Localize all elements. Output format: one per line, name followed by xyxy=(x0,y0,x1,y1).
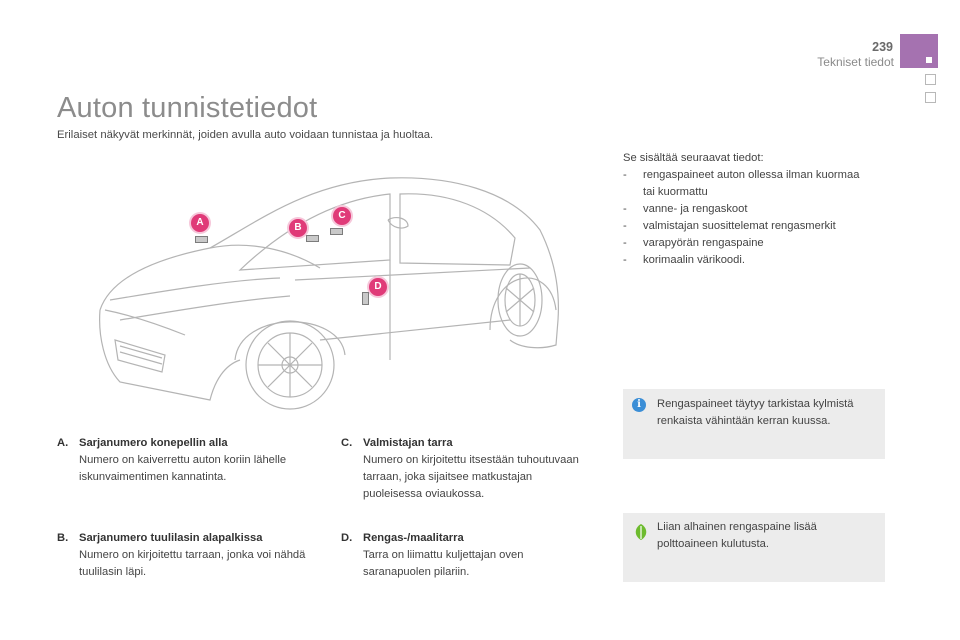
item-d-letter: D. xyxy=(341,532,353,544)
list-item: - korimaalin värikoodi. xyxy=(623,252,903,269)
item-c xyxy=(341,435,581,503)
marker-b: B xyxy=(289,219,307,237)
item-b xyxy=(57,530,317,581)
item-c-heading: Valmistajan tarra xyxy=(363,437,453,449)
item-d-text: Tarra on liimattu kuljettajan oven saranapuolen pilariin. xyxy=(363,549,524,578)
marker-d: D xyxy=(369,278,387,296)
vin-plate-d xyxy=(362,292,369,305)
item-d xyxy=(341,530,581,581)
item-c-letter: C. xyxy=(341,437,353,449)
label-contents xyxy=(623,150,903,269)
item-a-letter: A. xyxy=(57,437,69,449)
eco-note xyxy=(623,513,885,582)
list-item: - rengaspaineet auton ollessa ilman kuormaa tai kuormattu xyxy=(623,167,863,201)
tab-dot-icon xyxy=(926,57,932,63)
page-title: Auton tunnistetiedot xyxy=(57,92,318,124)
item-b-letter: B. xyxy=(57,532,69,544)
item-a-heading: Sarjanumero konepellin alla xyxy=(79,437,228,449)
list-item: - varapyörän rengaspaine xyxy=(623,235,903,252)
item-a xyxy=(57,435,317,486)
section-tab[interactable] xyxy=(925,92,936,103)
leaf-icon xyxy=(631,522,651,542)
item-b-heading: Sarjanumero tuulilasin alapalkissa xyxy=(79,532,263,544)
section-title: Tekniset tiedot xyxy=(817,55,894,69)
item-a-text: Numero on kaiverrettu auton koriin lähelle iskunvaimentimen kannatinta. xyxy=(79,454,287,483)
list-item: - valmistajan suosittelemat rengasmerkit xyxy=(623,218,903,235)
marker-a: A xyxy=(191,214,209,232)
item-b-text: Numero on kirjoitettu tarraan, jonka voi nähdä tuulilasin läpi. xyxy=(79,549,306,578)
page-number: 239 xyxy=(872,40,893,54)
contents-list xyxy=(623,167,903,269)
car-illustration xyxy=(90,160,570,420)
vin-plate-b xyxy=(306,235,319,242)
item-d-heading: Rengas-/maalitarra xyxy=(363,532,464,544)
vin-plate-a xyxy=(195,236,208,243)
list-item: - vanne- ja rengaskoot xyxy=(623,201,903,218)
info-note xyxy=(623,389,885,459)
info-icon: i xyxy=(632,398,646,412)
marker-c: C xyxy=(333,207,351,225)
section-tab-active[interactable] xyxy=(900,34,938,68)
item-c-text: Numero on kirjoitettu itsestään tuhoutuvaan tarraan, joka sijaitsee matkustajan puoleisessa oviaukossa. xyxy=(363,454,579,500)
eco-note-text: Liian alhainen rengaspaine lisää polttoaineen kulutusta. xyxy=(657,521,817,550)
info-note-text: Rengaspaineet täytyy tarkistaa kylmistä renkaista vähintään kerran kuussa. xyxy=(657,398,854,427)
intro-text: Erilaiset näkyvät merkinnät, joiden avulla auto voidaan tunnistaa ja huoltaa. xyxy=(57,129,434,141)
contents-intro: Se sisältää seuraavat tiedot: xyxy=(623,152,764,164)
section-tab[interactable] xyxy=(925,74,936,85)
vin-plate-c xyxy=(330,228,343,235)
